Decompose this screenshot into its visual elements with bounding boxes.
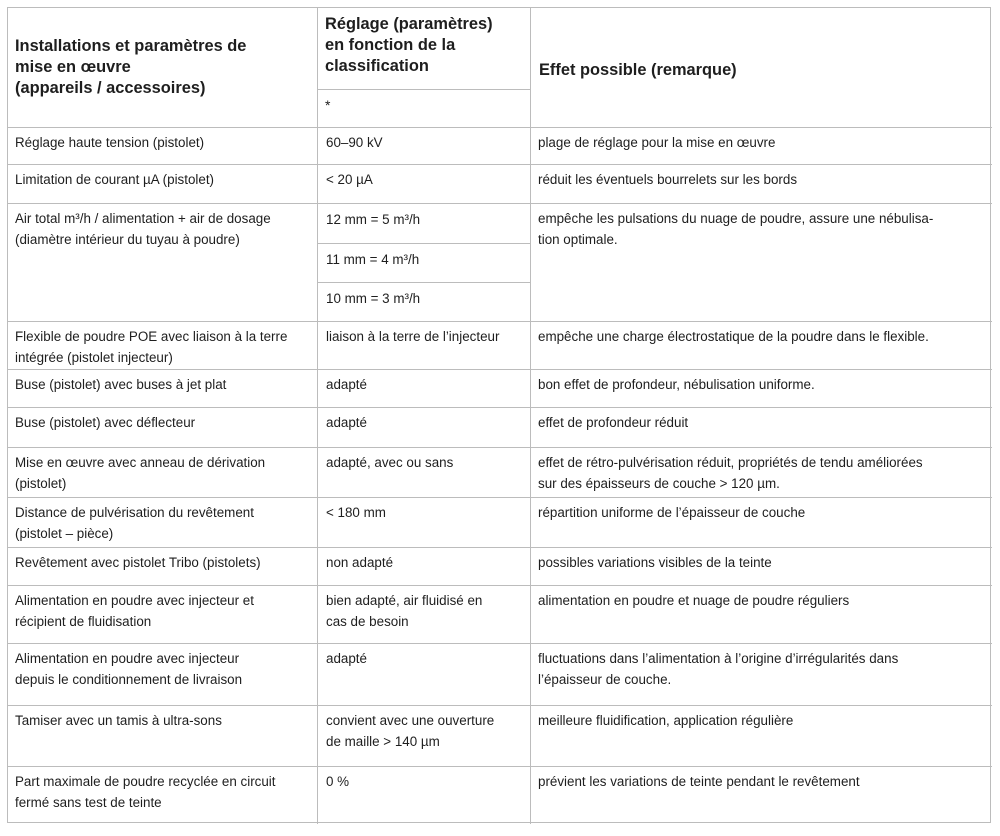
header-col1-line: Installations et paramètres de	[15, 37, 247, 55]
table-row-11-setting-line: adapté	[326, 651, 367, 666]
table-row-2-effect-line: réduit les éventuels bourrelets sur les bords	[538, 172, 798, 187]
table-row-3-effect-line: empêche les pulsations du nuage de poudre, assure une nébulisa-	[538, 211, 934, 226]
table-row-9-installation	[15, 552, 261, 573]
table-row-9-effect	[538, 552, 772, 573]
table-row-8-effect-line: répartition uniforme de l’épaisseur de couche	[538, 505, 806, 520]
table-row-6-setting	[326, 412, 367, 433]
table-row-4-effect-line: empêche une charge électrostatique de la poudre dans le flexible.	[538, 329, 929, 344]
table-row-13-setting-line: 0 %	[326, 774, 350, 789]
table-row-2-setting	[326, 169, 373, 190]
row-divider	[8, 321, 992, 322]
table-row-4-setting-line: liaison à la terre de l’injecteur	[326, 329, 500, 344]
row-divider	[8, 705, 992, 706]
table-row-11-installation-line: Alimentation en poudre avec injecteur	[15, 651, 240, 666]
table-row-8-setting-line: < 180 mm	[326, 505, 386, 520]
table-row-5-installation-line: Buse (pistolet) avec buses à jet plat	[15, 377, 227, 392]
header-col3	[539, 60, 737, 81]
table-row-6-setting-line: adapté	[326, 415, 367, 430]
table-row-9-installation-line: Revêtement avec pistolet Tribo (pistolets)	[15, 555, 261, 570]
table-row-3-installation-line: (diamètre intérieur du tuyau à poudre)	[15, 232, 240, 247]
parameters-table	[7, 7, 991, 823]
table-row-4-installation	[15, 326, 287, 368]
table-row-6-effect	[538, 412, 688, 433]
header-col1	[15, 36, 246, 99]
table-row-10-installation-line: Alimentation en poudre avec injecteur et	[15, 593, 254, 608]
table-row-11-installation	[15, 648, 242, 690]
table-row-10-installation	[15, 590, 254, 632]
table-row-10-effect	[538, 590, 849, 611]
table-row-3-installation	[15, 208, 271, 250]
table-row-5-setting	[326, 374, 367, 395]
table-row-12-installation-line: Tamiser avec un tamis à ultra-sons	[15, 713, 222, 728]
table-row-11-setting	[326, 648, 367, 669]
table-row-12-effect-line: meilleure fluidification, application régulière	[538, 713, 794, 728]
table-row-10-installation-line: récipient de fluidisation	[15, 614, 152, 629]
table-row-7-effect-line: sur des épaisseurs de couche > 120 µm.	[538, 476, 780, 491]
table-row-3-setting-1	[326, 209, 420, 230]
table-row-1-setting-line: 60–90 kV	[326, 135, 383, 150]
row-divider	[8, 164, 992, 165]
header-col2-line: Réglage (paramètres)	[325, 15, 493, 33]
header-col1-line: mise en œuvre	[15, 58, 131, 76]
table-row-7-setting-line: adapté, avec ou sans	[326, 455, 454, 470]
row-divider	[8, 127, 992, 128]
row-divider	[8, 369, 992, 370]
row-divider	[317, 89, 530, 90]
table-row-13-installation-line: fermé sans test de teinte	[15, 795, 162, 810]
table-row-10-setting	[326, 590, 482, 632]
table-row-11-effect-line: fluctuations dans l’alimentation à l’origine d’irrégularités dans	[538, 651, 899, 666]
table-row-1-installation	[15, 132, 204, 153]
table-row-3-effect	[538, 208, 933, 250]
table-row-1-installation-line: Réglage haute tension (pistolet)	[15, 135, 205, 150]
column-divider	[530, 8, 531, 824]
table-row-3-installation-line: Air total m³/h / alimentation + air de dosage	[15, 211, 271, 226]
table-row-8-installation	[15, 502, 254, 544]
table-row-7-installation-line: (pistolet)	[15, 476, 67, 491]
column-divider	[317, 8, 318, 824]
table-row-13-effect-line: prévient les variations de teinte pendant le revêtement	[538, 774, 860, 789]
table-row-13-setting	[326, 771, 349, 792]
table-row-3-setting-3	[326, 288, 420, 309]
table-row-10-setting-line: bien adapté, air fluidisé en	[326, 593, 483, 608]
table-row-11-installation-line: depuis le conditionnement de livraison	[15, 672, 243, 687]
header-col1-line: (appareils / accessoires)	[15, 79, 206, 97]
table-row-9-effect-line: possibles variations visibles de la teinte	[538, 555, 772, 570]
table-row-2-installation-line: Limitation de courant µA (pistolet)	[15, 172, 215, 187]
row-divider	[317, 243, 530, 244]
table-row-13-effect	[538, 771, 860, 792]
table-row-3-setting-2-line: 11 mm = 4 m³/h	[326, 252, 420, 267]
header-col3-line: Effet possible (remarque)	[539, 61, 737, 79]
table-row-4-setting	[326, 326, 499, 347]
table-row-1-setting	[326, 132, 383, 153]
table-row-5-installation	[15, 374, 226, 395]
row-divider	[8, 585, 992, 586]
table-row-1-effect	[538, 132, 775, 153]
table-row-8-installation-line: (pistolet – pièce)	[15, 526, 114, 541]
table-row-6-effect-line: effet de profondeur réduit	[538, 415, 689, 430]
table-row-12-setting-line: convient avec une ouverture	[326, 713, 495, 728]
table-row-9-setting	[326, 552, 393, 573]
table-row-12-effect	[538, 710, 793, 731]
table-row-6-installation-line: Buse (pistolet) avec déflecteur	[15, 415, 196, 430]
row-divider	[317, 282, 530, 283]
table-row-2-setting-line: < 20 µA	[326, 172, 373, 187]
table-row-4-effect	[538, 326, 929, 347]
table-row-5-effect-line: bon effet de profondeur, nébulisation uniforme.	[538, 377, 815, 392]
row-divider	[8, 497, 992, 498]
table-row-8-installation-line: Distance de pulvérisation du revêtement	[15, 505, 254, 520]
table-row-3-setting-2	[326, 249, 419, 270]
table-row-12-installation	[15, 710, 222, 731]
table-row-3-effect-line: tion optimale.	[538, 232, 618, 247]
table-row-2-effect	[538, 169, 797, 190]
row-divider	[8, 643, 992, 644]
row-divider	[8, 766, 992, 767]
table-row-8-effect	[538, 502, 805, 523]
table-row-7-effect	[538, 452, 923, 494]
table-row-10-setting-line: cas de besoin	[326, 614, 409, 629]
table-row-12-setting	[326, 710, 494, 752]
table-row-7-installation	[15, 452, 265, 494]
header-col2-line: classification	[325, 57, 429, 75]
table-row-7-effect-line: effet de rétro-pulvérisation réduit, propriétés de tendu améliorées	[538, 455, 923, 470]
table-row-10-effect-line: alimentation en poudre et nuage de poudre réguliers	[538, 593, 850, 608]
table-row-13-installation-line: Part maximale de poudre recyclée en circuit	[15, 774, 276, 789]
table-row-6-installation	[15, 412, 195, 433]
row-divider	[8, 203, 992, 204]
table-row-4-installation-line: Flexible de poudre POE avec liaison à la terre	[15, 329, 288, 344]
table-row-12-setting-line: de maille > 140 µm	[326, 734, 440, 749]
header-col2	[325, 14, 493, 77]
table-row-13-installation	[15, 771, 276, 813]
table-row-7-setting	[326, 452, 453, 473]
table-row-3-setting-3-line: 10 mm = 3 m³/h	[326, 291, 421, 306]
row-divider	[8, 407, 992, 408]
table-row-4-installation-line: intégrée (pistolet injecteur)	[15, 350, 173, 365]
header-col2-note: *	[325, 97, 331, 113]
row-divider	[8, 547, 992, 548]
table-row-9-setting-line: non adapté	[326, 555, 394, 570]
table-row-7-installation-line: Mise en œuvre avec anneau de dérivation	[15, 455, 266, 470]
table-row-8-setting	[326, 502, 386, 523]
table-row-1-effect-line: plage de réglage pour la mise en œuvre	[538, 135, 776, 150]
table-row-2-installation	[15, 169, 214, 190]
row-divider	[8, 447, 992, 448]
header-col2-line: en fonction de la	[325, 36, 456, 54]
table-row-5-setting-line: adapté	[326, 377, 367, 392]
table-row-3-setting-1-line: 12 mm = 5 m³/h	[326, 212, 421, 227]
table-row-11-effect-line: l’épaisseur de couche.	[538, 672, 672, 687]
table-row-5-effect	[538, 374, 815, 395]
table-row-11-effect	[538, 648, 898, 690]
